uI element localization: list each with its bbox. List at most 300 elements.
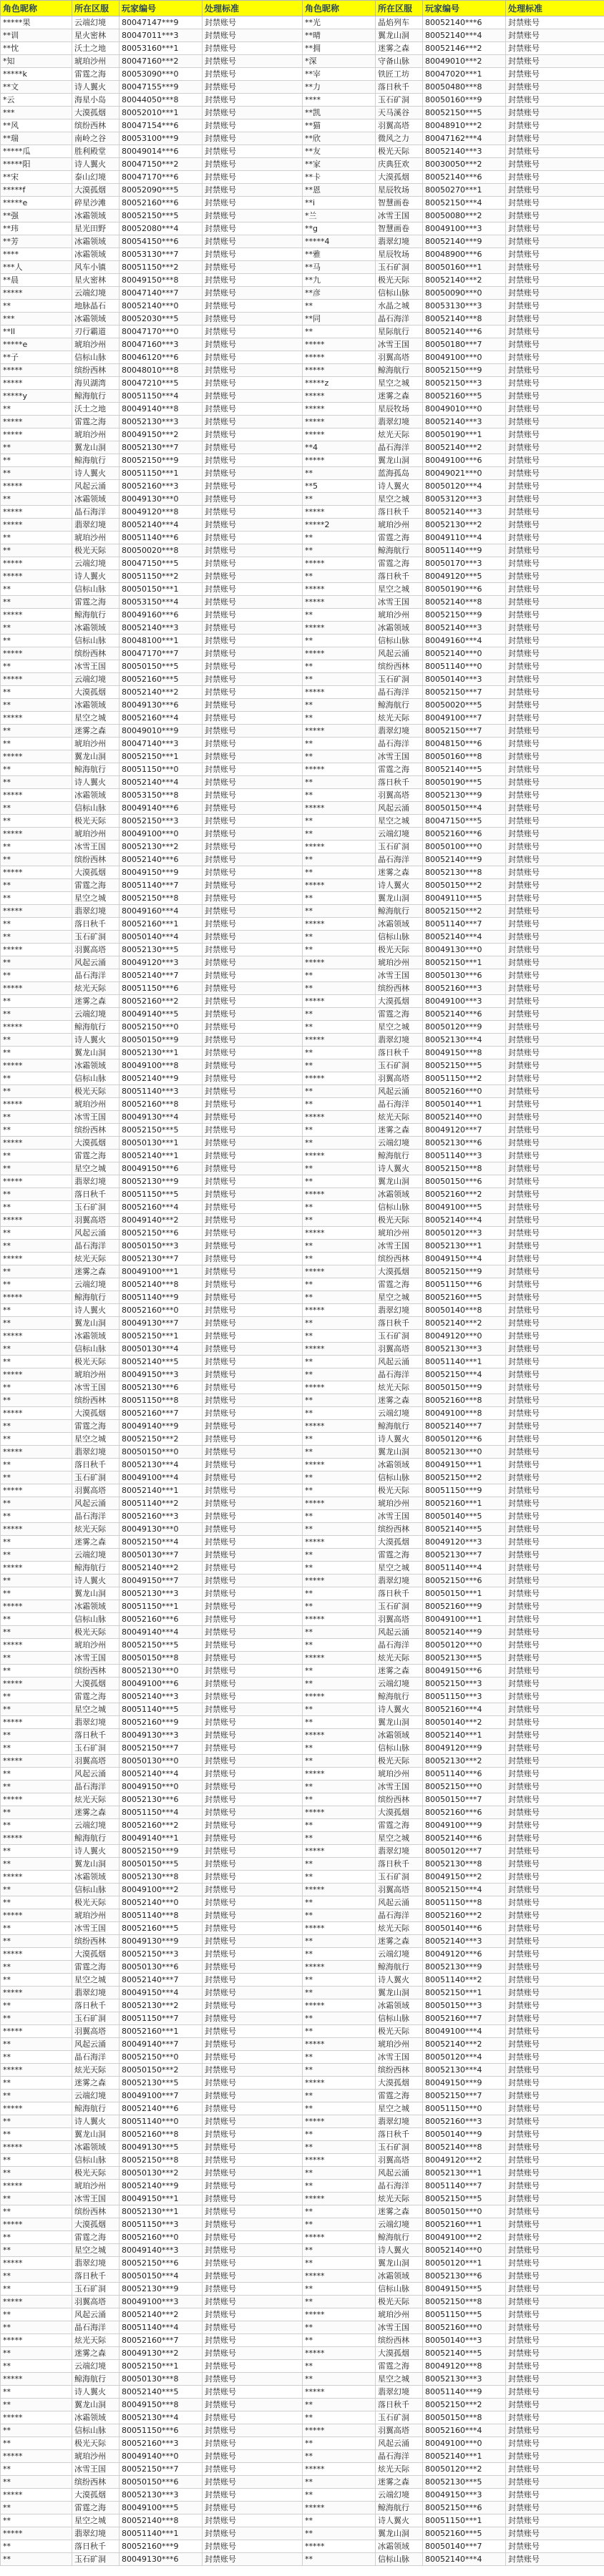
cell-server: 信标山脉 — [72, 802, 120, 815]
cell-nickname-2: ***** — [303, 1111, 376, 1124]
cell-nickname: ***** — [1, 2218, 72, 2231]
cell-player-id-2: 80052150***5 — [423, 2193, 506, 2205]
cell-server: 风起云涌 — [72, 1497, 120, 1510]
cell-penalty: 封禁账号 — [203, 647, 303, 660]
cell-penalty: 封禁账号 — [203, 1008, 303, 1021]
cell-penalty-2: 封禁账号 — [506, 1188, 604, 1201]
cell-player-id: 80049100***5 — [120, 2502, 203, 2514]
cell-penalty: 封禁账号 — [203, 1484, 303, 1497]
cell-penalty-2: 封禁账号 — [506, 1922, 604, 1935]
cell-player-id: 80052150***5 — [120, 210, 203, 222]
cell-player-id: 80052140***4 — [120, 1768, 203, 1781]
cell-penalty-2: 封禁账号 — [506, 1059, 604, 1072]
table-row — [1, 1871, 604, 1884]
cell-penalty-2: 封禁账号 — [506, 1459, 604, 1471]
cell-server-2: 迷雾之森 — [376, 42, 423, 55]
cell-server: 羽翼高塔 — [72, 1214, 120, 1227]
cell-player-id: 80051140***7 — [120, 879, 203, 892]
cell-penalty-2: 封禁账号 — [506, 2502, 604, 2514]
cell-nickname: ***** — [1, 2527, 72, 2540]
cell-penalty-2: 封禁账号 — [506, 1034, 604, 1047]
table-row — [1, 1832, 604, 1845]
cell-server-2: 晶焰列车 — [376, 16, 423, 29]
cell-nickname-2: ** — [303, 2128, 376, 2141]
cell-nickname: ** — [1, 2154, 72, 2167]
table-row — [1, 1381, 604, 1394]
cell-server-2: 云端幻境 — [376, 1678, 423, 1690]
table-row — [1, 1394, 604, 1407]
cell-penalty-2: 封禁账号 — [506, 1999, 604, 2012]
cell-player-id: 80052140***2 — [120, 686, 203, 699]
cell-penalty: 封禁账号 — [203, 210, 303, 222]
cell-nickname: ** — [1, 1999, 72, 2012]
cell-player-id: 80052140***7 — [120, 1974, 203, 1987]
cell-player-id: 80049010***9 — [120, 725, 203, 738]
cell-server: 信标山脉 — [72, 351, 120, 364]
cell-nickname: ** — [1, 660, 72, 673]
cell-server: 星空之城 — [72, 2514, 120, 2527]
cell-nickname-2: ***** — [303, 2270, 376, 2283]
cell-player-id: 80047160***3 — [120, 338, 203, 351]
cell-server: 风起云涌 — [72, 1227, 120, 1240]
table-row — [1, 428, 604, 441]
cell-nickname: ***** — [1, 1098, 72, 1111]
cell-server: 雷霆之海 — [72, 879, 120, 892]
cell-server-2: 冰雪王国 — [376, 1510, 423, 1523]
cell-penalty: 封禁账号 — [203, 506, 303, 519]
cell-server-2: 翡翠幻境 — [376, 1304, 423, 1317]
cell-server: 鲸海航行 — [72, 390, 120, 403]
cell-player-id-2: 80051140***0 — [423, 660, 506, 673]
cell-player-id: 80052140***6 — [120, 2102, 203, 2115]
cell-server: 星空之城 — [72, 892, 120, 905]
cell-player-id-2: 80050270***1 — [423, 184, 506, 197]
cell-server: 琥珀沙州 — [72, 738, 120, 750]
cell-server: 大漠孤烟 — [72, 1137, 120, 1150]
cell-player-id-2: 80052130***7 — [423, 1549, 506, 1562]
cell-nickname: ***** — [1, 2296, 72, 2308]
cell-player-id: 80052160***5 — [120, 1922, 203, 1935]
cell-penalty-2: 封禁账号 — [506, 2489, 604, 2502]
cell-player-id-2: 80051150***8 — [423, 1896, 506, 1909]
cell-penalty: 封禁账号 — [203, 660, 303, 673]
table-row — [1, 596, 604, 609]
cell-penalty: 封禁账号 — [203, 2218, 303, 2231]
cell-player-id-2: 80052150***7 — [423, 2090, 506, 2102]
table-row — [1, 2218, 604, 2231]
cell-penalty: 封禁账号 — [203, 1059, 303, 1072]
table-row — [1, 956, 604, 969]
cell-penalty: 封禁账号 — [203, 2270, 303, 2283]
cell-penalty: 封禁账号 — [203, 2090, 303, 2102]
cell-nickname: ** — [1, 815, 72, 828]
cell-player-id-2: 80052150***6 — [423, 1575, 506, 1587]
cell-penalty-2: 封禁账号 — [506, 42, 604, 55]
cell-penalty-2: 封禁账号 — [506, 712, 604, 725]
cell-server-2: 晶石海洋 — [376, 313, 423, 325]
cell-nickname: ** — [1, 1188, 72, 1201]
cell-penalty: 封禁账号 — [203, 1278, 303, 1291]
cell-player-id: 80047154***6 — [120, 119, 203, 132]
cell-player-id-2: 80052140***2 — [423, 1317, 506, 1330]
cell-penalty-2: 封禁账号 — [506, 1510, 604, 1523]
cell-nickname-2: ** — [303, 1291, 376, 1304]
cell-server-2: 星空之城 — [376, 1021, 423, 1034]
cell-penalty-2: 封禁账号 — [506, 866, 604, 879]
cell-nickname: ** — [1, 1278, 72, 1291]
cell-player-id: 80049150***7 — [120, 1575, 203, 1587]
cell-player-id: 80052130***3 — [120, 416, 203, 428]
cell-nickname: ** — [1, 2231, 72, 2244]
cell-penalty: 封禁账号 — [203, 261, 303, 274]
cell-penalty: 封禁账号 — [203, 493, 303, 506]
cell-nickname-2: ** — [303, 1742, 376, 1755]
cell-penalty: 封禁账号 — [203, 1227, 303, 1240]
cell-player-id-2: 80047162***4 — [423, 132, 506, 145]
cell-penalty: 封禁账号 — [203, 1047, 303, 1059]
cell-player-id: 80047150***5 — [120, 557, 203, 570]
cell-penalty: 封禁账号 — [203, 853, 303, 866]
cell-server-2: 炫光天际 — [376, 1922, 423, 1935]
cell-nickname-2: ** — [303, 1021, 376, 1034]
cell-penalty: 封禁账号 — [203, 750, 303, 763]
cell-player-id: 80049140***0 — [120, 2450, 203, 2463]
table-row — [1, 557, 604, 570]
cell-nickname: ***** — [1, 428, 72, 441]
table-row — [1, 1356, 604, 1368]
cell-penalty: 封禁账号 — [203, 1471, 303, 1484]
cell-server: 琥珀沙州 — [72, 1368, 120, 1381]
cell-nickname-2: ***** — [303, 596, 376, 609]
cell-server: 琥珀沙州 — [72, 1098, 120, 1111]
cell-nickname: ** — [1, 1394, 72, 1407]
cell-nickname: ***** — [1, 2411, 72, 2424]
cell-nickname-2: ** — [303, 853, 376, 866]
cell-penalty: 封禁账号 — [203, 2553, 303, 2566]
cell-player-id-2: 80052150***6 — [423, 2502, 506, 2514]
cell-player-id: 80052150***1 — [120, 750, 203, 763]
cell-server-2: 星际航行 — [376, 325, 423, 338]
cell-player-id: 80051150***7 — [120, 2012, 203, 2025]
cell-server: 地脉晶石 — [72, 300, 120, 313]
cell-server-2: 冰雪王国 — [376, 750, 423, 763]
cell-penalty: 封禁账号 — [203, 1858, 303, 1871]
cell-nickname: **强 — [1, 210, 72, 222]
cell-nickname-2: ** — [303, 2180, 376, 2193]
cell-server-2: 诗人翼火 — [376, 879, 423, 892]
cell-nickname: ***** — [1, 557, 72, 570]
cell-nickname: ***** — [1, 1484, 72, 1497]
cell-penalty: 封禁账号 — [203, 2167, 303, 2180]
cell-player-id-2: 80050120***9 — [423, 1021, 506, 1034]
cell-nickname-2: ***** — [303, 1072, 376, 1085]
cell-nickname-2: ** — [303, 1781, 376, 1793]
cell-server: 炫光天际 — [72, 2064, 120, 2077]
table-row — [1, 55, 604, 68]
cell-nickname-2: **晴 — [303, 29, 376, 42]
cell-nickname: ***** — [1, 1368, 72, 1381]
header-nickname-2: 角色昵称 — [303, 1, 376, 16]
cell-penalty: 封禁账号 — [203, 1175, 303, 1188]
table-row — [1, 1600, 604, 1613]
cell-player-id-2: 80052140***0 — [423, 1111, 506, 1124]
cell-penalty: 封禁账号 — [203, 866, 303, 879]
cell-nickname: ***** — [1, 377, 72, 390]
table-row — [1, 1072, 604, 1085]
cell-penalty-2: 封禁账号 — [506, 2399, 604, 2411]
table-row — [1, 81, 604, 94]
table-row — [1, 1240, 604, 1253]
table-row — [1, 1742, 604, 1755]
cell-penalty: 封禁账号 — [203, 815, 303, 828]
cell-penalty-2: 封禁账号 — [506, 2321, 604, 2334]
table-row — [1, 2411, 604, 2424]
cell-penalty: 封禁账号 — [203, 1356, 303, 1368]
cell-server: 冰雪王国 — [72, 1381, 120, 1394]
cell-player-id: 80049130***0 — [120, 493, 203, 506]
cell-server-2: 翡翠幻境 — [376, 1575, 423, 1587]
cell-penalty: 封禁账号 — [203, 403, 303, 416]
cell-nickname: ** — [1, 2476, 72, 2489]
cell-nickname-2: ***** — [303, 416, 376, 428]
cell-player-id: 80052150***2 — [120, 1433, 203, 1446]
table-row — [1, 853, 604, 866]
cell-player-id-2: 80049100***3 — [423, 995, 506, 1008]
cell-nickname-2: ** — [303, 2527, 376, 2540]
cell-penalty: 封禁账号 — [203, 622, 303, 635]
table-row — [1, 493, 604, 506]
cell-nickname-2: ** — [303, 660, 376, 673]
cell-player-id-2: 80051140***9 — [423, 544, 506, 557]
table-row — [1, 1420, 604, 1433]
table-row — [1, 519, 604, 532]
cell-server: 雷霆之海 — [72, 1961, 120, 1974]
cell-player-id: 80053160***1 — [120, 42, 203, 55]
cell-player-id: 80049100***8 — [120, 1059, 203, 1072]
cell-server-2: 大漠孤烟 — [376, 171, 423, 184]
cell-penalty: 封禁账号 — [203, 274, 303, 287]
cell-player-id: 80049130***7 — [120, 1317, 203, 1330]
cell-player-id-2: 80050190***5 — [423, 776, 506, 789]
cell-penalty: 封禁账号 — [203, 2424, 303, 2437]
cell-server-2: 冰雪王国 — [376, 1240, 423, 1253]
cell-nickname: ** — [1, 454, 72, 467]
cell-nickname-2: ** — [303, 1433, 376, 1446]
cell-penalty-2: 封禁账号 — [506, 1819, 604, 1832]
cell-server-2: 冰霜领域 — [376, 2540, 423, 2553]
cell-server: 缤纷西林 — [72, 2476, 120, 2489]
table-row — [1, 686, 604, 699]
cell-penalty-2: 封禁账号 — [506, 725, 604, 738]
cell-penalty-2: 封禁账号 — [506, 1253, 604, 1265]
header-penalty: 处理标准 — [203, 1, 303, 16]
cell-nickname: ***** — [1, 1948, 72, 1961]
table-row — [1, 982, 604, 995]
cell-player-id: 80052150***7 — [120, 1742, 203, 1755]
cell-penalty-2: 封禁账号 — [506, 1137, 604, 1150]
cell-server-2: 智慧画卷 — [376, 222, 423, 235]
cell-nickname-2: ***** — [303, 1961, 376, 1974]
cell-player-id-2: 80052130***1 — [423, 1240, 506, 1253]
cell-nickname-2: ** — [303, 1948, 376, 1961]
cell-server: 极光天际 — [72, 1896, 120, 1909]
cell-penalty: 封禁账号 — [203, 1987, 303, 1999]
cell-player-id: 80052150***6 — [120, 2257, 203, 2270]
cell-nickname: ** — [1, 918, 72, 931]
cell-server-2: 羽翼高塔 — [376, 789, 423, 802]
cell-nickname: ** — [1, 2128, 72, 2141]
cell-nickname-2: ** — [303, 2437, 376, 2450]
cell-nickname-2: **** — [303, 94, 376, 107]
cell-nickname: ** — [1, 441, 72, 454]
cell-server-2: 鲸海航行 — [376, 1420, 423, 1433]
cell-server-2: 极光天际 — [376, 2296, 423, 2308]
cell-nickname-2: ** — [303, 2514, 376, 2527]
cell-penalty-2: 封禁账号 — [506, 16, 604, 29]
cell-player-id-2: 80052150***3 — [423, 377, 506, 390]
cell-server: 玉石矿洞 — [72, 2012, 120, 2025]
table-row — [1, 1575, 604, 1587]
cell-player-id: 80049100***6 — [120, 1678, 203, 1690]
cell-player-id: 80047170***7 — [120, 647, 203, 660]
cell-penalty-2: 封禁账号 — [506, 313, 604, 325]
table-row — [1, 712, 604, 725]
table-row — [1, 1433, 604, 1446]
cell-server: 翡翠幻境 — [72, 1987, 120, 1999]
cell-penalty-2: 封禁账号 — [506, 210, 604, 222]
cell-server: 冰雪王国 — [72, 1652, 120, 1665]
cell-server: 翡翠幻境 — [72, 519, 120, 532]
cell-player-id-2: 80050120***6 — [423, 1433, 506, 1446]
cell-penalty-2: 封禁账号 — [506, 2283, 604, 2296]
cell-penalty-2: 封禁账号 — [506, 1626, 604, 1639]
cell-server: 信标山脉 — [72, 1613, 120, 1626]
cell-player-id-2: 80051150***9 — [423, 1484, 506, 1497]
table-row — [1, 1549, 604, 1562]
cell-player-id: 80049130***2 — [120, 2347, 203, 2360]
table-row — [1, 1085, 604, 1098]
cell-player-id-2: 80050480***8 — [423, 81, 506, 94]
cell-server-2: 风起云涌 — [376, 1896, 423, 1909]
table-row — [1, 1626, 604, 1639]
cell-player-id-2: 80051140***6 — [423, 1768, 506, 1781]
cell-player-id-2: 80050150***7 — [423, 1793, 506, 1806]
cell-penalty-2: 封禁账号 — [506, 2437, 604, 2450]
cell-nickname-2: ***** — [303, 2308, 376, 2321]
cell-penalty: 封禁账号 — [203, 2128, 303, 2141]
cell-nickname: ** — [1, 2115, 72, 2128]
cell-player-id: 80052140***0 — [120, 300, 203, 313]
cell-penalty-2: 封禁账号 — [506, 1600, 604, 1613]
cell-player-id: 80051150***6 — [120, 982, 203, 995]
cell-player-id: 80049150***4 — [120, 1987, 203, 1999]
cell-penalty-2: 封禁账号 — [506, 738, 604, 750]
cell-nickname-2: ** — [303, 300, 376, 313]
cell-penalty: 封禁账号 — [203, 725, 303, 738]
cell-nickname-2: ** — [303, 2025, 376, 2038]
cell-player-id: 80052130***8 — [120, 1871, 203, 1884]
cell-penalty: 封禁账号 — [203, 2296, 303, 2308]
cell-server-2: 冰雪王国 — [376, 2321, 423, 2334]
table-row — [1, 1059, 604, 1072]
cell-player-id-2: 80050150***0 — [423, 2205, 506, 2218]
cell-player-id: 80052130***6 — [120, 1793, 203, 1806]
table-row — [1, 158, 604, 171]
cell-nickname-2: **马 — [303, 261, 376, 274]
cell-penalty: 封禁账号 — [203, 197, 303, 210]
cell-player-id: 80049140***3 — [120, 2244, 203, 2257]
cell-nickname-2: ***** — [303, 647, 376, 660]
cell-nickname: ***** — [1, 712, 72, 725]
cell-server-2: 诗人翼火 — [376, 2514, 423, 2527]
cell-server: 鲸海航行 — [72, 609, 120, 622]
table-row — [1, 364, 604, 377]
cell-server: 云端幻境 — [72, 1819, 120, 1832]
cell-nickname-2: ** — [303, 2334, 376, 2347]
cell-server-2: 翼龙山洞 — [376, 1175, 423, 1188]
cell-nickname: **子 — [1, 351, 72, 364]
cell-nickname: ** — [1, 2051, 72, 2064]
cell-penalty: 封禁账号 — [203, 738, 303, 750]
cell-penalty-2: 封禁账号 — [506, 1265, 604, 1278]
cell-nickname-2: ** — [303, 1974, 376, 1987]
cell-server-2: 炫光天际 — [376, 712, 423, 725]
table-row — [1, 1214, 604, 1227]
cell-server-2: 冰雪王国 — [376, 338, 423, 351]
cell-penalty-2: 封禁账号 — [506, 1639, 604, 1652]
cell-nickname-2: ** — [303, 1059, 376, 1072]
cell-server-2: 翡翠幻境 — [376, 416, 423, 428]
cell-player-id: 80052150***3 — [120, 1948, 203, 1961]
cell-nickname-2: ** — [303, 828, 376, 841]
cell-nickname: ***** — [1, 789, 72, 802]
cell-player-id-2: 80052160***0 — [423, 2321, 506, 2334]
cell-penalty-2: 封禁账号 — [506, 2257, 604, 2270]
cell-player-id: 80050150***6 — [120, 2476, 203, 2489]
table-row — [1, 42, 604, 55]
cell-nickname: **文 — [1, 81, 72, 94]
cell-penalty: 封禁账号 — [203, 2437, 303, 2450]
cell-player-id-2: 80050140***8 — [423, 1304, 506, 1317]
cell-server: 冰霜领域 — [72, 789, 120, 802]
cell-penalty: 封禁账号 — [203, 2115, 303, 2128]
table-row — [1, 1652, 604, 1665]
cell-server: 大漠孤烟 — [72, 2218, 120, 2231]
cell-nickname: ** — [1, 892, 72, 905]
cell-nickname: ***** — [1, 1793, 72, 1806]
cell-penalty-2: 封禁账号 — [506, 673, 604, 686]
cell-player-id-2: 80052160***5 — [423, 390, 506, 403]
table-row — [1, 1896, 604, 1909]
cell-nickname-2: ** — [303, 1394, 376, 1407]
cell-penalty: 封禁账号 — [203, 441, 303, 454]
cell-server: 落日秋千 — [72, 2270, 120, 2283]
cell-nickname-2: ***** — [303, 879, 376, 892]
cell-server-2: 缤纷西林 — [376, 2064, 423, 2077]
cell-nickname-2: ** — [303, 1330, 376, 1343]
cell-player-id: 80049014***6 — [120, 145, 203, 158]
cell-server-2: 庆典狂欢 — [376, 158, 423, 171]
cell-player-id: 80047170***0 — [120, 325, 203, 338]
cell-server: 落日秋千 — [72, 1188, 120, 1201]
table-row — [1, 1330, 604, 1343]
cell-nickname: ** — [1, 1652, 72, 1665]
cell-player-id-2: 80050100***0 — [423, 841, 506, 853]
cell-server-2: 星空之城 — [376, 1562, 423, 1575]
cell-server: 大漠孤烟 — [72, 1678, 120, 1690]
cell-player-id-2: 80049100***7 — [423, 712, 506, 725]
cell-server-2: 晶石海洋 — [376, 853, 423, 866]
